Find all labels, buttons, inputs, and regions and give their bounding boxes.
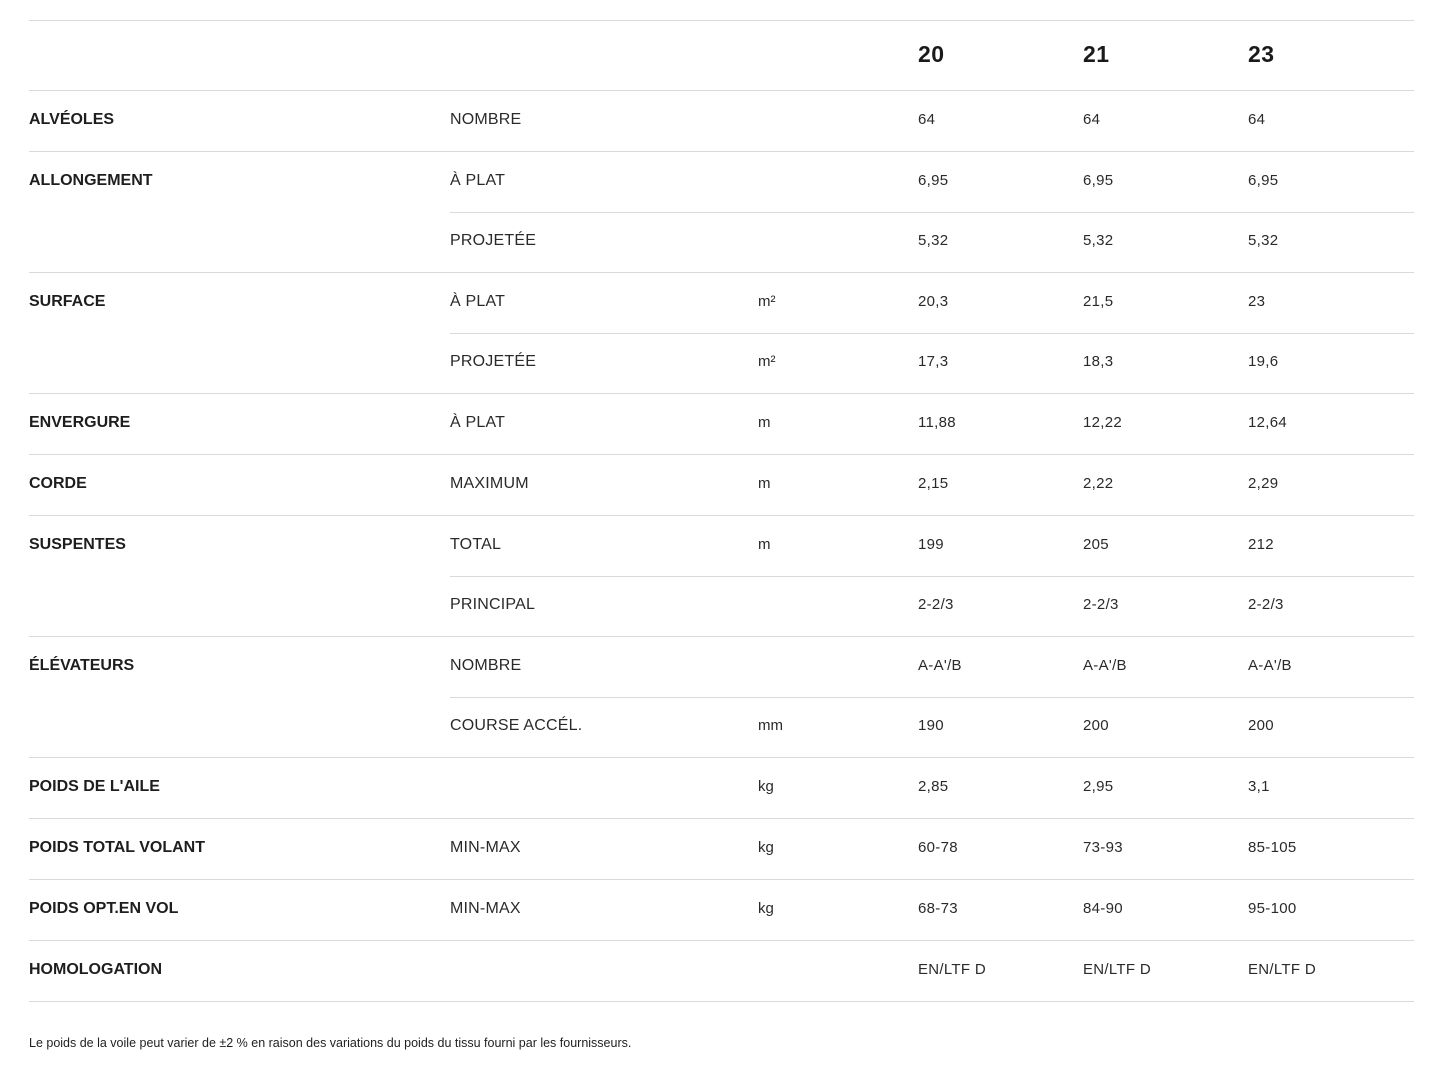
category-label: POIDS OPT.EN VOL [29,900,179,917]
unit-label: m [758,414,771,431]
value-cell: 85-105 [1248,839,1297,856]
weight-footnote: Le poids de la voile peut varier de ±2 % en raison des variations du poids du tissu fourni par les fournisseurs. [29,1036,632,1050]
sub-label: À PLAT [450,293,506,310]
category-label: ALVÉOLES [29,111,115,128]
table-row [29,758,1414,818]
sub-label: PROJETÉE [450,232,537,249]
unit-label: m [758,536,771,553]
spec-group [29,941,1414,1002]
value-cell: 2-2/3 [918,596,954,613]
value-cell: 17,3 [918,353,949,370]
value-cell: A-A'/B [1248,657,1292,674]
unit-label: kg [758,839,774,856]
sub-label: MIN-MAX [450,839,521,856]
value-cell: 60-78 [918,839,958,856]
value-cell: 6,95 [1083,172,1114,189]
spec-group [29,394,1414,455]
value-cell: 212 [1248,536,1274,553]
category-label: ÉLÉVATEURS [29,657,135,674]
value-cell: 200 [1083,717,1109,734]
table-row [29,637,1414,697]
category-label: POIDS TOTAL VOLANT [29,839,206,856]
value-cell: 95-100 [1248,900,1297,917]
value-cell: 11,88 [918,414,956,431]
table-row [29,394,1414,454]
sub-label: COURSE ACCÉL. [450,717,583,734]
sub-label: PRINCIPAL [450,596,536,613]
sub-label: TOTAL [450,536,502,553]
category-label: ENVERGURE [29,414,131,431]
value-cell: 2-2/3 [1083,596,1119,613]
spec-group [29,819,1414,880]
value-cell: EN/LTF D [1083,961,1151,978]
table-row [29,273,1414,333]
table-row [29,941,1414,1001]
size-label: 21 [1083,41,1110,67]
value-cell: 2,29 [1248,475,1279,492]
sub-label: NOMBRE [450,657,522,674]
value-cell: 5,32 [1248,232,1279,249]
value-cell: 190 [918,717,944,734]
value-cell: 2,85 [918,778,949,795]
table-row [29,91,1414,151]
value-cell: EN/LTF D [918,961,986,978]
value-cell: 2,15 [918,475,949,492]
value-cell: 5,32 [1083,232,1114,249]
sub-label: NOMBRE [450,111,522,128]
value-cell: A-A'/B [918,657,962,674]
sub-label: À PLAT [450,172,506,189]
spec-group [29,273,1414,394]
value-cell: 3,1 [1248,778,1270,795]
table-row [29,516,1414,576]
value-cell: 20,3 [918,293,949,310]
category-label: SUSPENTES [29,536,126,553]
value-cell: 5,32 [918,232,949,249]
size-label: 23 [1248,41,1275,67]
table-row [29,455,1414,515]
sub-label: À PLAT [450,414,506,431]
value-cell: 19,6 [1248,353,1279,370]
category-label: POIDS DE L'AILE [29,778,160,795]
size-label: 20 [918,41,945,67]
value-cell: 12,64 [1248,414,1288,431]
value-cell: 84-90 [1083,900,1123,917]
unit-label: kg [758,900,774,917]
category-label: SURFACE [29,293,106,310]
spec-group [29,91,1414,152]
value-cell: 23 [1248,293,1266,310]
category-label: ALLONGEMENT [29,172,153,189]
value-cell: 2-2/3 [1248,596,1284,613]
unit-label: m² [758,353,776,370]
spec-table [29,20,1414,1002]
value-cell: 64 [1083,111,1101,128]
spec-group [29,455,1414,516]
value-cell: 2,22 [1083,475,1114,492]
category-label: HOMOLOGATION [29,961,163,978]
table-row [29,152,1414,212]
value-cell: A-A'/B [1083,657,1127,674]
unit-label: kg [758,778,774,795]
table-row [29,212,1414,272]
table-row [29,697,1414,757]
table-row [29,576,1414,636]
value-cell: 6,95 [1248,172,1279,189]
sub-label: PROJETÉE [450,353,537,370]
value-cell: 199 [918,536,944,553]
value-cell: 68-73 [918,900,958,917]
value-cell: 64 [1248,111,1266,128]
value-cell: 2,95 [1083,778,1114,795]
value-cell: EN/LTF D [1248,961,1316,978]
value-cell: 73-93 [1083,839,1123,856]
category-label: CORDE [29,475,87,492]
table-row [29,880,1414,940]
value-cell: 6,95 [918,172,949,189]
value-cell: 21,5 [1083,293,1114,310]
value-cell: 12,22 [1083,414,1123,431]
unit-label: m [758,475,771,492]
spec-groups [29,91,1414,1002]
spec-group [29,758,1414,819]
unit-label: mm [758,717,783,734]
spec-group [29,637,1414,758]
value-cell: 18,3 [1083,353,1114,370]
table-row [29,333,1414,393]
unit-label: m² [758,293,776,310]
value-cell: 205 [1083,536,1109,553]
table-row [29,819,1414,879]
sub-label: MAXIMUM [450,475,529,492]
spec-group [29,152,1414,273]
value-cell: 200 [1248,717,1274,734]
size-header-row [29,21,1414,91]
spec-group [29,880,1414,941]
value-cell: 64 [918,111,936,128]
sub-label: MIN-MAX [450,900,521,917]
spec-group [29,516,1414,637]
